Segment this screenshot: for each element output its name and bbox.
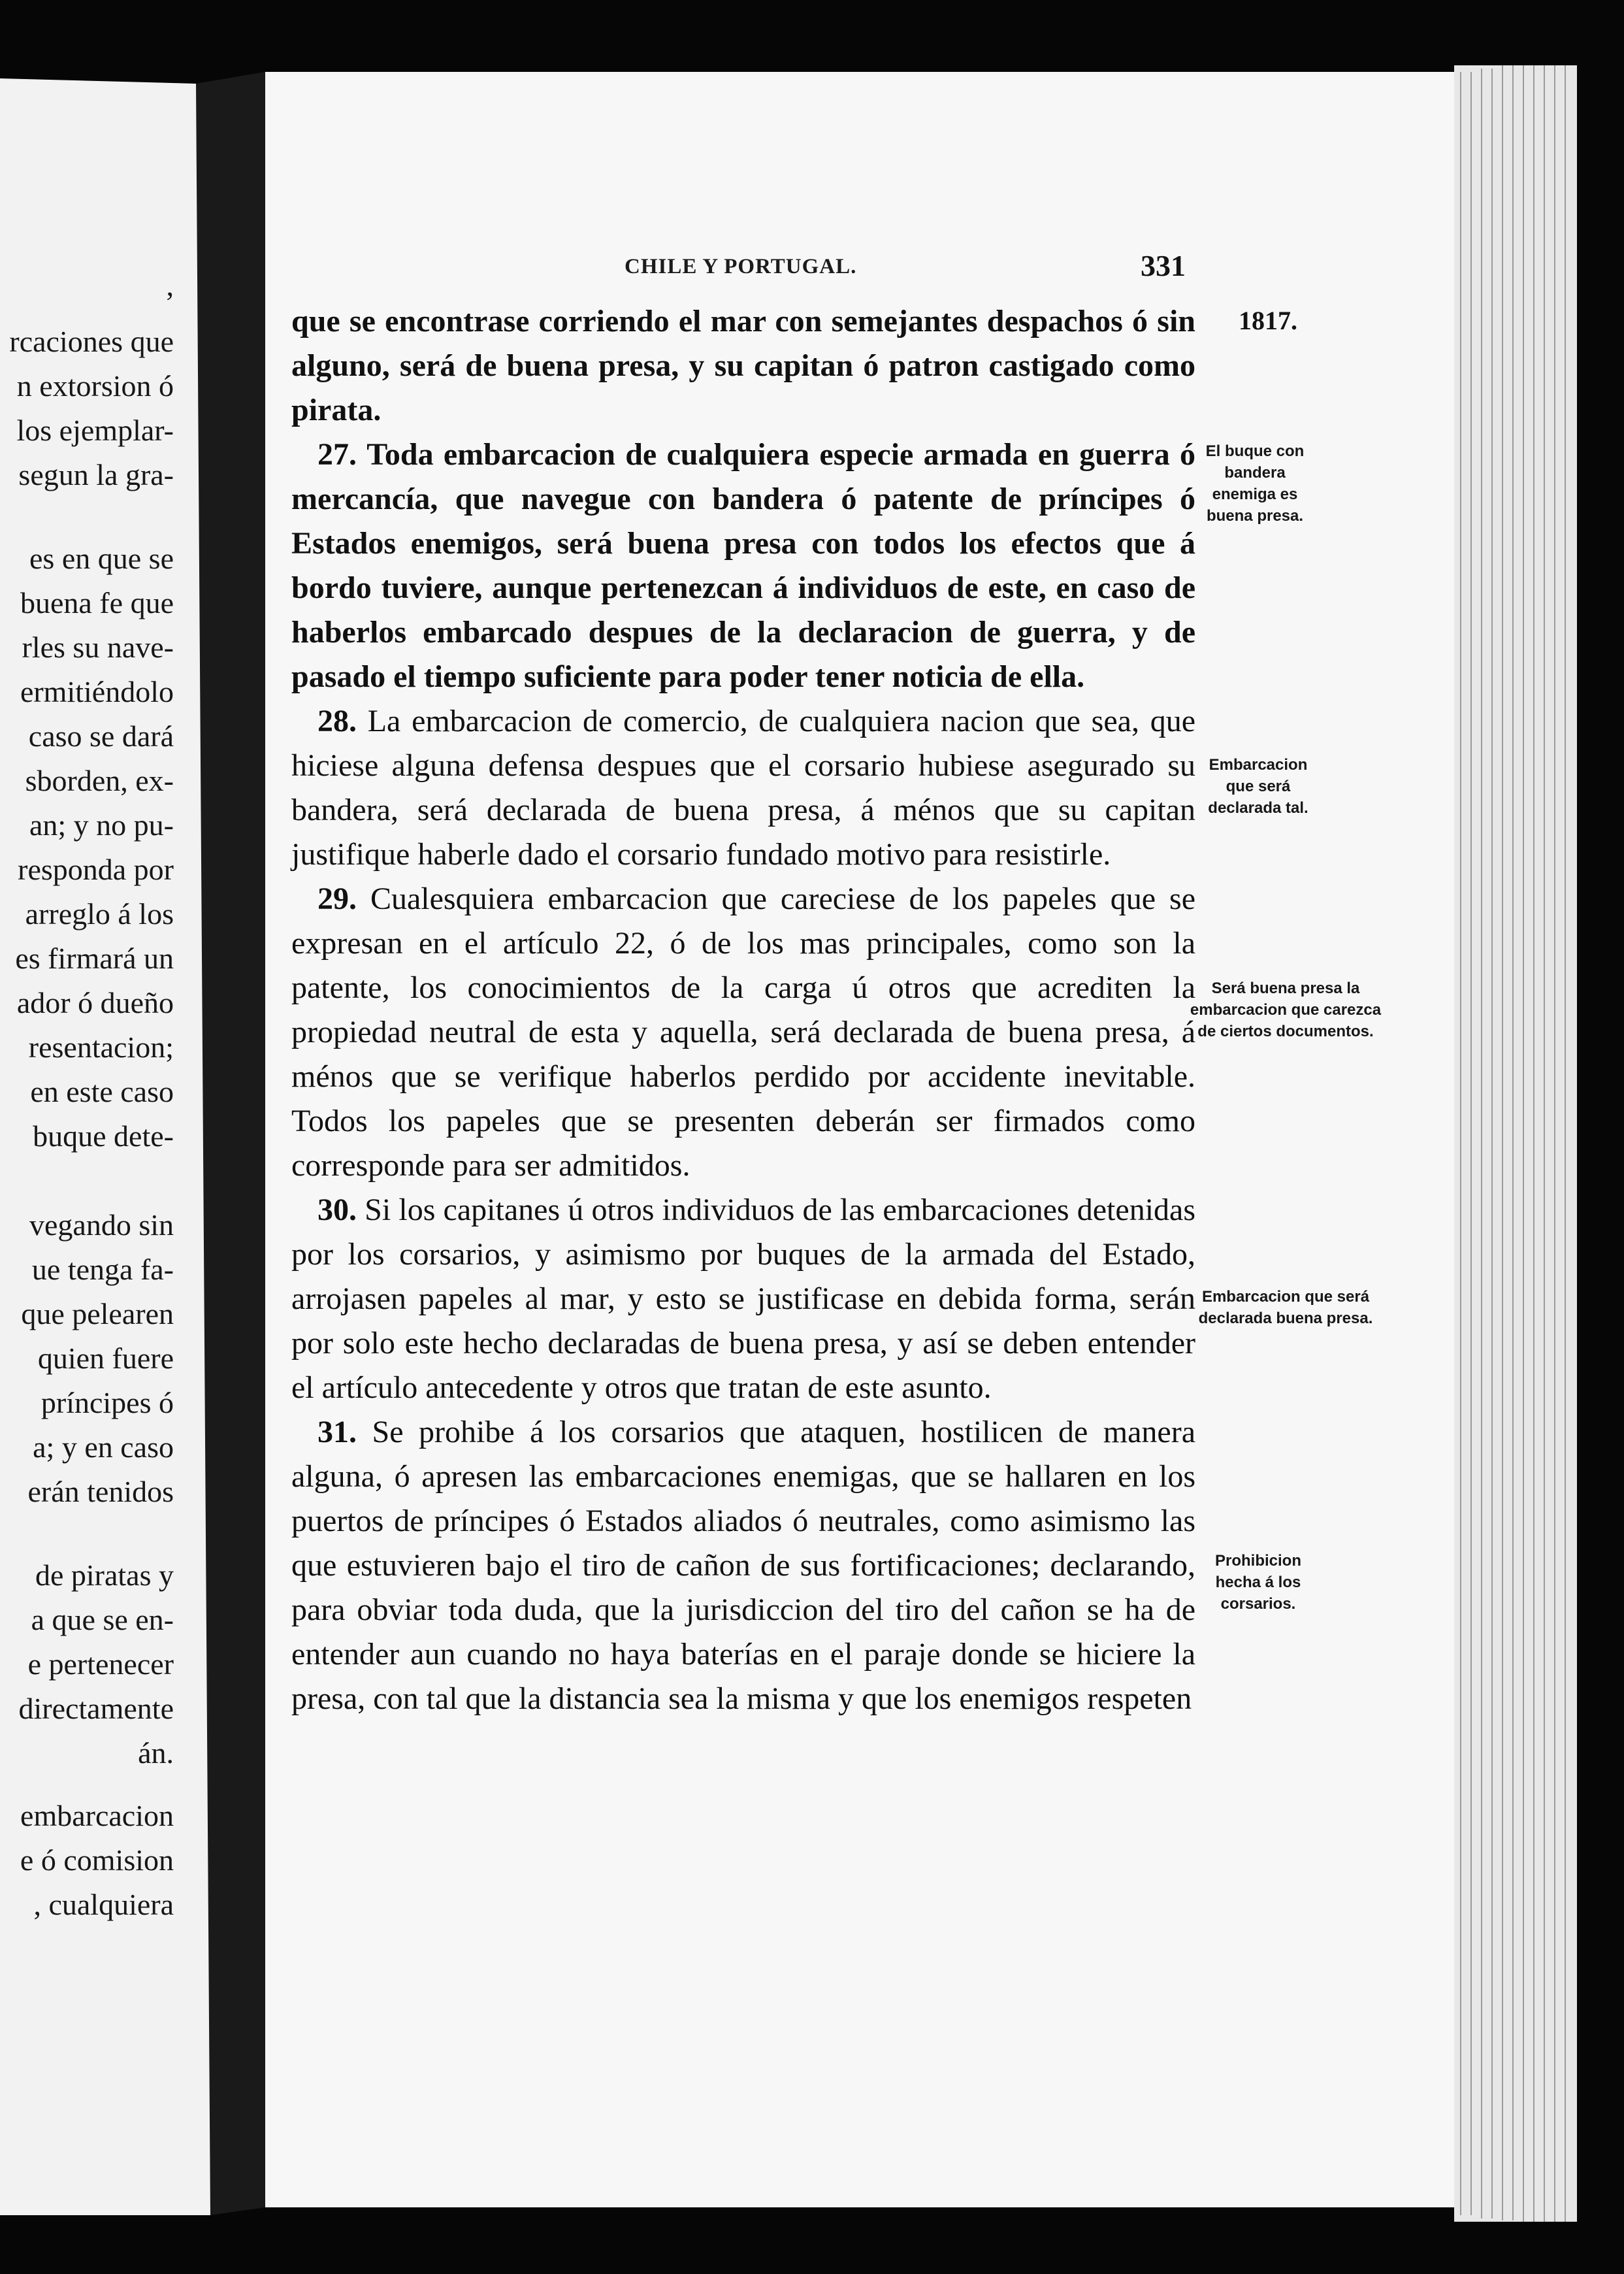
left-page-line: , (166, 269, 174, 302)
left-page-line: en este caso (30, 1075, 174, 1108)
margin-note-documents: Será buena presa la embarcacion que carezca de ciertos documentos. (1190, 980, 1382, 1040)
left-page-line: vegando sin (29, 1208, 174, 1242)
margin-note-defense: Embarcacion que será declarada tal. (1208, 756, 1308, 817)
left-page-line: an; y no pu- (29, 808, 174, 842)
left-page-line: án. (138, 1736, 174, 1770)
article-text: Cualesquiera embarcacion que careciese de los papeles que se expresan en el artículo 22, ó de los mas principales, como son la patente, los conocimientos de la carga ú otros que acrediten la propiedad neutral de esta y aquella, será declarada de buena presa, á ménos que se verifique haberlos perdido por accidente inevitable. Todos los papeles que se presenten deberán ser firmados como corresponde para ser admitidos. (291, 882, 1195, 1183)
margin-note-papers: Embarcacion que será declarada buena presa. (1198, 1288, 1373, 1327)
article-30 (291, 1188, 1195, 1410)
left-page-line: es en que se (29, 542, 174, 575)
left-page-line: ador ó dueño (16, 986, 174, 1019)
left-page-line: n extorsion ó (16, 369, 174, 403)
running-title: CHILE Y PORTUGAL. (625, 255, 857, 278)
article-29 (291, 877, 1195, 1188)
article-number: 30. (317, 1193, 357, 1227)
paragraph-intro (291, 299, 1195, 433)
article-28 (291, 699, 1195, 877)
margin-note-prohibition: Prohibicion hecha á los corsarios. (1215, 1552, 1301, 1613)
left-page-line: a que se en- (31, 1603, 174, 1636)
left-page-line: embarcacion (20, 1799, 174, 1832)
left-page-line: directamente (18, 1692, 174, 1725)
left-page-line: erán tenidos (27, 1475, 174, 1508)
left-page-line: e pertenecer (27, 1647, 174, 1681)
article-number: 27. (317, 437, 357, 472)
article-number: 29. (317, 882, 357, 916)
left-page-fragment (0, 84, 216, 2207)
left-page-line: rles su nave- (22, 631, 174, 664)
left-page-line: e ó comision (20, 1843, 174, 1877)
left-page-line: buena fe que (20, 586, 174, 619)
left-page-line: es firmará un (15, 942, 174, 975)
left-page-line: buque dete- (33, 1119, 174, 1153)
left-page-line: arreglo á los (25, 897, 174, 931)
margin-note-enemy-flag: El buque con bandera enemiga es buena presa. (1205, 442, 1305, 525)
left-page-line: caso se dará (28, 719, 174, 753)
left-page-line: responda por (18, 853, 174, 886)
intro-text: que se encontrase corriendo el mar con semejantes despachos ó sin alguno, será de buena presa, y su capitan ó patron castigado como pirata. (291, 304, 1195, 427)
left-page-line: ermitiéndolo (20, 675, 174, 708)
article-number: 31. (317, 1415, 357, 1449)
article-31 (291, 1410, 1195, 1721)
article-text: Se prohibe á los corsarios que ataquen, hostilicen de manera alguna, ó apresen las embarcaciones enemigas, que se hallaren en los puertos de príncipes ó Estados aliados ó neutrales, como asimismo las que estuvieren bajo el tiro de cañon de sus fortificaciones; declarando, para obviar toda duda, que la jurisdiccion del tiro del cañon se ha de entender aun cuando no haya baterías en el paraje donde se hiciere la presa, con tal que la distancia sea la misma y que los enemigos respeten (291, 1415, 1196, 1716)
running-head (291, 248, 1454, 294)
left-page-line: ue tenga fa- (31, 1253, 174, 1286)
article-text: La embarcacion de comercio, de cualquiera nacion que sea, que hiciese alguna defensa despues que el corsario hubiese asegurado su bandera, será declarada de buena presa, á ménos que su capitan justifique haberle dado el corsario fundado motivo para resistirle. (291, 704, 1196, 872)
article-text: Si los capitanes ú otros individuos de las embarcaciones detenidas por los corsarios, y asimismo por buques de la armada del Estado, arrojasen papeles al mar, y esto se justificase en debida forma, serán por solo este hecho declaradas de buena presa, y así se deben entender el artículo antecedente y otros que tratan de este asunto. (291, 1193, 1196, 1405)
main-page (265, 72, 1454, 2207)
left-page-line: segun la gra- (18, 458, 174, 491)
left-page-line: rcaciones que (9, 325, 174, 358)
left-page-line: , cualquiera (33, 1888, 174, 1921)
left-page-line: a; y en caso (33, 1430, 174, 1464)
left-page-line: los ejemplar- (16, 414, 174, 447)
article-27 (291, 433, 1195, 699)
page-edges (1454, 65, 1578, 2222)
article-text: Toda embarcacion de cualquiera especie armada en guerra ó mercancía, que navegue con bandera ó patente de príncipes ó Estados enemigos, será buena presa con todos los efectos que á bordo tuviere, aunque pertenezcan á individuos de este, en caso de haberlos embarcado despues de la declaracion de guerra, y de pasado el tiempo suficiente para poder tener noticia de ella. (291, 437, 1196, 694)
left-page-line: príncipes ó (41, 1386, 174, 1419)
page-number: 331 (1141, 249, 1186, 282)
left-page-line: sborden, ex- (25, 764, 174, 797)
left-page-line: resentacion; (28, 1030, 174, 1064)
article-number: 28. (317, 704, 357, 738)
left-page-line: quien fuere (37, 1342, 174, 1375)
left-page-line: de piratas y (35, 1558, 174, 1592)
left-page-line: que pelearen (21, 1297, 174, 1330)
margin-year: 1817. (1239, 306, 1297, 335)
body-text (291, 299, 1195, 1721)
